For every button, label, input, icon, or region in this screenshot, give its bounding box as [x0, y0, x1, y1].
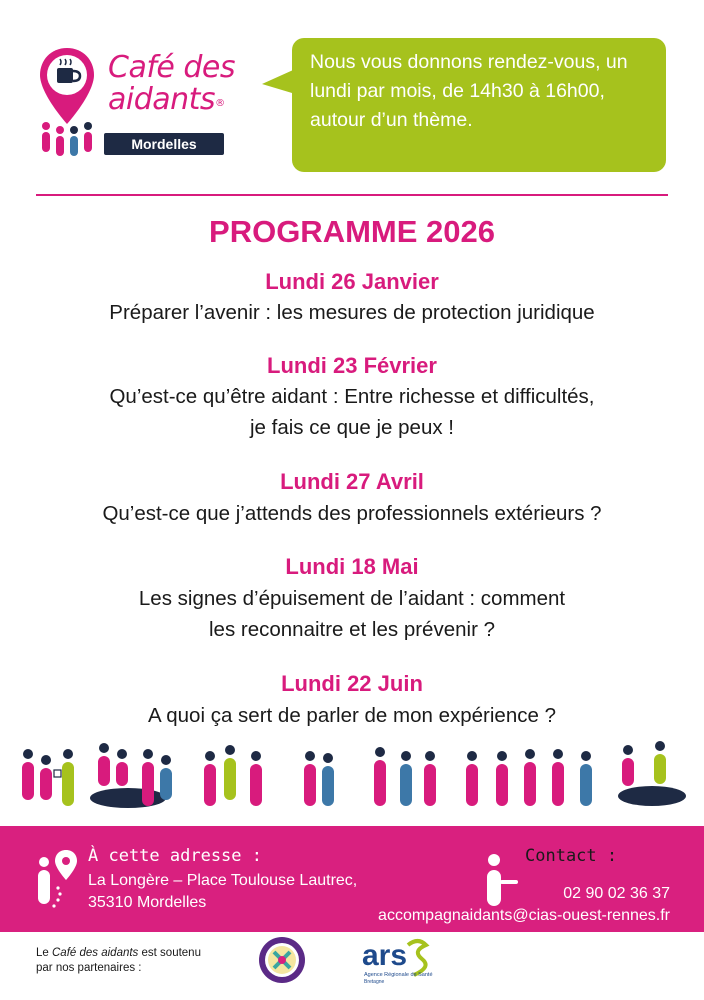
logo-title-line1: Café des [108, 50, 236, 85]
registered-mark: ® [215, 98, 225, 109]
contact-phone[interactable]: 02 90 02 36 37 [563, 885, 670, 902]
session-5-topic: A quoi ça sert de parler de mon expérience ? [148, 704, 556, 727]
logo-title [108, 52, 235, 116]
partners-line1-prefix: Le [36, 947, 52, 959]
address-line1: La Longère – Place Toulouse Lautrec, [88, 872, 358, 889]
logo-title-line2: aidants [108, 82, 216, 117]
contact-email[interactable]: accompagnaidants@cias-ouest-rennes.fr [378, 907, 670, 924]
session-4-date: Lundi 18 Mai [285, 554, 419, 579]
session-1-date: Lundi 26 Janvier [265, 269, 439, 294]
address-title: À cette adresse : [88, 846, 262, 866]
people-illustration [16, 740, 688, 812]
session-4-topic-line2: les reconnaitre et les prévenir ? [208, 618, 495, 641]
partner-seal-logo [258, 936, 306, 984]
session-4-topic-line1: Les signes d’épuisement de l’aidant : comment [138, 587, 566, 610]
session-2-date: Lundi 23 Février [267, 353, 437, 378]
partners-line1-suffix: est soutenu [138, 947, 201, 959]
ars-logo-text: ars [362, 939, 408, 972]
session-1-topic: Préparer l’avenir : les mesures de protection juridique [109, 301, 595, 324]
partners-text [36, 946, 201, 976]
location-person-icon [34, 848, 78, 912]
session-3-date: Lundi 27 Avril [280, 469, 424, 494]
address-line2: 35310 Mordelles [88, 894, 207, 911]
header-divider [36, 194, 668, 196]
contact-title: Contact : [525, 846, 618, 866]
bubble-text: Nous vous donnons rendez-vous, un lundi par mois, de 14h30 à 16h00, autour d’un thème. [310, 51, 628, 131]
session-3-topic: Qu’est-ce que j’attends des professionnels extérieurs ? [102, 502, 602, 525]
session-2-topic-line2: je fais ce que je peux ! [250, 416, 454, 439]
program-title: PROGRAMME 2026 [209, 214, 495, 249]
partners-line1-em: Café des aidants [52, 947, 139, 959]
people-figures-icon [38, 118, 96, 162]
ars-region: Bretagne [364, 979, 385, 985]
session-2-topic-line1: Qu’est-ce qu’être aidant : Entre richesse et difficultés, [109, 385, 595, 408]
ars-logo [360, 935, 438, 987]
session-5-date: Lundi 22 Juin [281, 671, 423, 696]
city-badge: Mordelles [104, 133, 224, 155]
ars-caption: Agence Régionale de Santé [364, 972, 433, 978]
partners-line2: par nos partenaires : [36, 962, 142, 974]
